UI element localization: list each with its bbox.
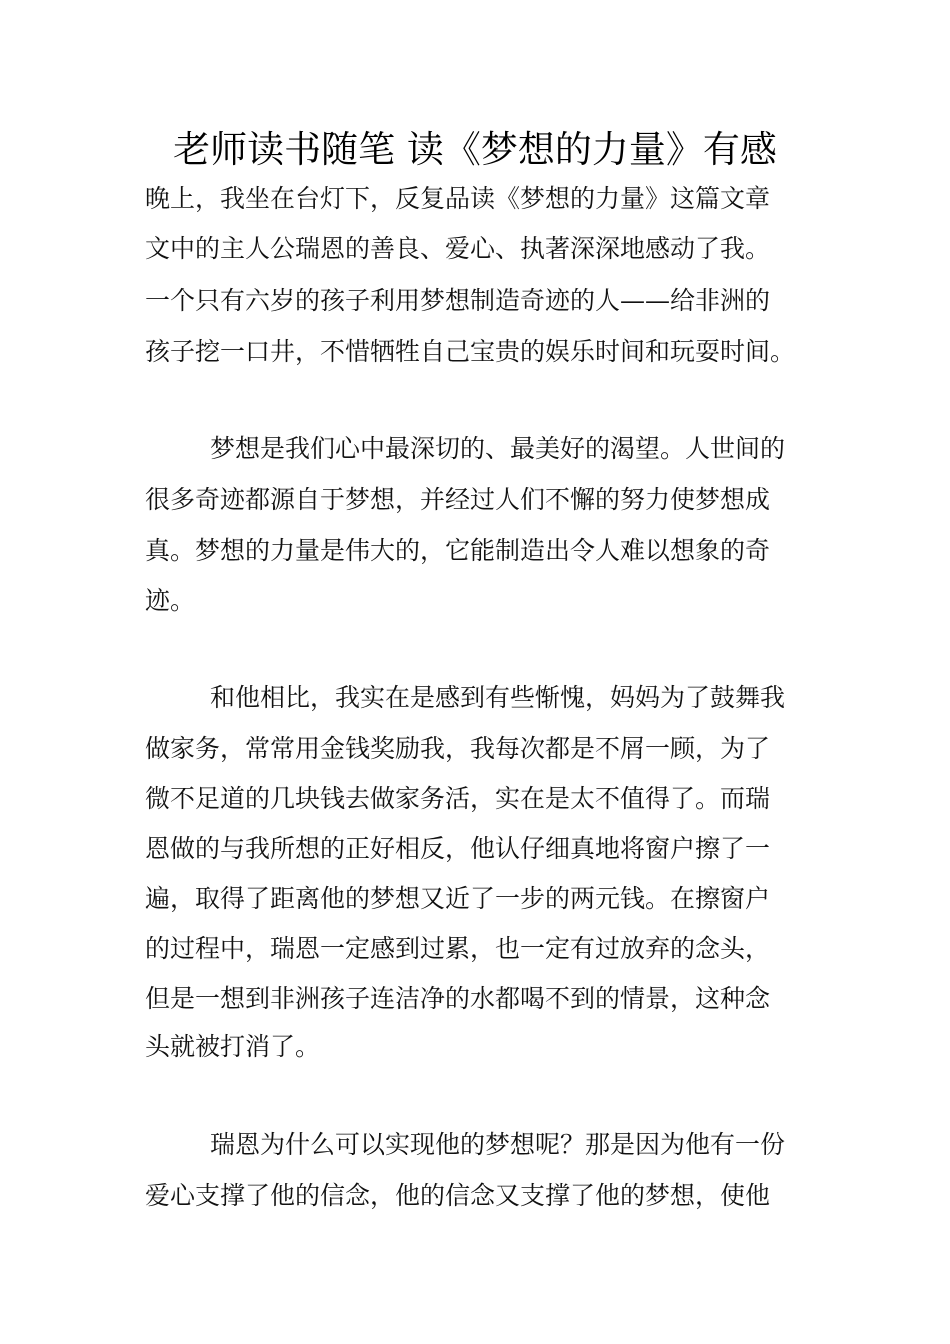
paragraph-3-line-5: 遍，取得了距离他的梦想又近了一步的两元钱。在擦窗户: [145, 884, 771, 913]
paragraph-3-line-3: 微不足道的几块钱去做家务活，实在是太不值得了。而瑞: [145, 784, 771, 813]
paragraph-3-line-6: 的过程中，瑞恩一定感到过累，也一定有过放弃的念头，: [145, 934, 771, 963]
paragraph-1-line-4: 孩子挖一口井，不惜牺牲自己宝贵的娱乐时间和玩耍时间。: [145, 337, 796, 366]
paragraph-2-line-4: 迹。: [145, 586, 196, 615]
paragraph-2-line-1: 梦想是我们心中最深切的、最美好的渴望。人世间的: [210, 434, 786, 463]
paragraph-1-line-2: 文中的主人公瑞恩的善良、爱心、执著深深地感动了我。: [145, 234, 771, 263]
paragraph-2-line-2: 很多奇迹都源自于梦想，并经过人们不懈的努力使梦想成: [145, 485, 771, 514]
paragraph-4-line-1: 瑞恩为什么可以实现他的梦想呢？那是因为他有一份: [210, 1130, 786, 1159]
paragraph-3-line-4: 恩做的与我所想的正好相反，他认仔细真地将窗户擦了一: [145, 834, 771, 863]
paragraph-4-line-2: 爱心支撑了他的信念，他的信念又支撑了他的梦想，使他: [145, 1181, 771, 1210]
paragraph-1-line-1: 晚上，我坐在台灯下，反复品读《梦想的力量》这篇文章: [145, 184, 771, 213]
paragraph-3-line-8: 头就被打消了。: [145, 1032, 321, 1061]
paragraph-2-line-3: 真。梦想的力量是伟大的，它能制造出令人难以想象的奇: [145, 536, 771, 565]
paragraph-3-line-2: 做家务，常常用金钱奖励我，我每次都是不屑一顾，为了: [145, 734, 771, 763]
document-title: 老师读书随笔 读《梦想的力量》有感: [173, 128, 777, 171]
paragraph-3-line-1: 和他相比，我实在是感到有些惭愧，妈妈为了鼓舞我: [210, 683, 786, 712]
paragraph-3-line-7: 但是一想到非洲孩子连洁净的水都喝不到的情景，这种念: [145, 984, 771, 1013]
paragraph-1-line-3: 一个只有六岁的孩子利用梦想制造奇迹的人——给非洲的: [145, 286, 771, 315]
